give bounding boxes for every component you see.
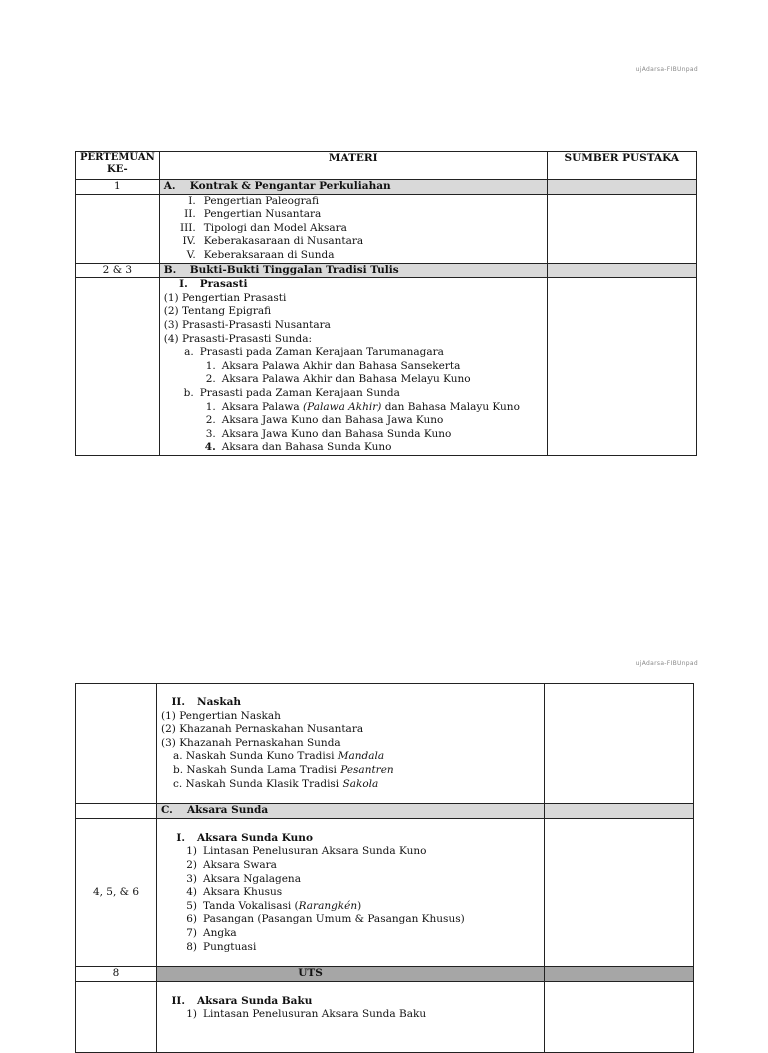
list-item: 4) Aksara Khusus [186, 886, 283, 899]
source-cell [547, 194, 696, 263]
header-material: MATERI [159, 152, 547, 180]
list-item: a. Prasasti pada Zaman Kerajaan Tarumanagara [184, 346, 444, 359]
list-item: 2. Aksara Jawa Kuno dan Bahasa Jawa Kuno [205, 414, 444, 427]
uts-label: UTS [157, 967, 545, 982]
meeting-cell: 1 [76, 180, 160, 195]
syllabus-table-page2 [75, 683, 694, 1053]
list-item: 1) Lintasan Penelusuran Aksara Sunda Baku [186, 1008, 427, 1021]
subsection-heading: I. Aksara Sunda Kuno [176, 831, 313, 844]
prasasti-content [159, 278, 547, 456]
header-meeting: PERTEMUAN KE- [76, 152, 160, 180]
meeting-cell [76, 194, 160, 263]
section-a-title: A. Kontrak & Pengantar Perkuliahan [159, 180, 547, 195]
page-header: ujAdarsa-FIBUnpad [635, 660, 698, 667]
baku-row [76, 981, 694, 1052]
list-item: b. Naskah Sunda Lama Tradisi Pesantren [173, 763, 394, 776]
section-b-row [76, 263, 697, 278]
list-item: (2) Tentang Epigrafi [163, 305, 272, 318]
subsection-heading: II. Aksara Sunda Baku [171, 994, 313, 1007]
list-item: IV. Keberakasaraan di Nusantara [182, 235, 364, 248]
list-item: b. Prasasti pada Zaman Kerajaan Sunda [183, 386, 400, 399]
list-item: (1) Pengertian Naskah [161, 709, 281, 722]
list-item: c. Naskah Sunda Klasik Tradisi Sakola [173, 777, 379, 790]
meeting-cell [76, 804, 157, 819]
section-c-title: C. Aksara Sunda [157, 804, 545, 819]
meeting-cell [76, 278, 160, 456]
list-item: (4) Prasasti-Prasasti Sunda: [163, 332, 312, 345]
meeting-cell: 4, 5, & 6 [76, 818, 157, 966]
kuno-row [76, 818, 694, 966]
naskah-content [157, 684, 545, 804]
list-item: (3) Khazanah Pernaskahan Sunda [161, 736, 341, 749]
section-b-title: B. Bukti-Bukti Tinggalan Tradisi Tulis [159, 263, 547, 278]
syllabus-table-page1 [75, 151, 697, 456]
list-item: 2. Aksara Palawa Akhir dan Bahasa Melayu Kuno [205, 373, 471, 386]
list-item: 8) Pungtuasi [186, 940, 257, 953]
list-item: 2) Aksara Swara [186, 858, 277, 871]
uts-row [76, 967, 694, 982]
list-item: I. Pengertian Paleografi [188, 194, 319, 207]
meeting-cell: 2 & 3 [76, 263, 160, 278]
source-cell [545, 684, 694, 804]
list-item: 1. Aksara Palawa (Palawa Akhir) dan Bahasa Malayu Kuno [205, 400, 520, 413]
source-cell [547, 180, 696, 195]
section-a-content [159, 194, 547, 263]
list-item: 6) Pasangan (Pasangan Umum & Pasangan Khusus) [186, 913, 465, 926]
meeting-cell [76, 981, 157, 1052]
source-cell [545, 967, 694, 982]
list-item: 3) Aksara Ngalagena [186, 872, 301, 885]
list-item: 3. Aksara Jawa Kuno dan Bahasa Sunda Kuno [205, 427, 452, 440]
list-item: 1. Aksara Palawa Akhir dan Bahasa Sansekerta [205, 359, 461, 372]
list-item: V. Keberaksaraan di Sunda [186, 248, 335, 261]
list-item: 7) Angka [186, 926, 237, 939]
source-cell [545, 981, 694, 1052]
naskah-row [76, 684, 694, 804]
list-item: (3) Prasasti-Prasasti Nusantara [163, 318, 331, 331]
section-a-content-row [76, 194, 697, 263]
section-c-row [76, 804, 694, 819]
meeting-cell: 8 [76, 967, 157, 982]
list-item: III. Tipologi dan Model Aksara [179, 221, 347, 234]
meeting-cell [76, 684, 157, 804]
list-item: a. Naskah Sunda Kuno Tradisi Mandala [173, 750, 385, 763]
list-item: 4. Aksara dan Bahasa Sunda Kuno [204, 441, 392, 454]
list-item: 1) Lintasan Penelusuran Aksara Sunda Kuno [186, 845, 427, 858]
subsection-heading: I. Prasasti [179, 278, 248, 291]
header-source: SUMBER PUSTAKA [547, 152, 696, 180]
section-b-content-row [76, 278, 697, 456]
kuno-content [157, 818, 545, 966]
page-header: ujAdarsa-FIBUnpad [635, 66, 698, 73]
list-item: II. Pengertian Nusantara [184, 208, 322, 221]
section-a-row [76, 180, 697, 195]
table-header-row [76, 152, 697, 180]
source-cell [545, 818, 694, 966]
baku-content [157, 981, 545, 1052]
source-cell [547, 278, 696, 456]
list-item: (1) Pengertian Prasasti [163, 291, 287, 304]
source-cell [547, 263, 696, 278]
list-item: (2) Khazanah Pernaskahan Nusantara [161, 723, 364, 736]
subsection-heading: II. Naskah [171, 696, 242, 708]
topic-list [164, 195, 543, 263]
list-item: 5) Tanda Vokalisasi (Rarangkén) [186, 899, 362, 912]
source-cell [545, 804, 694, 819]
